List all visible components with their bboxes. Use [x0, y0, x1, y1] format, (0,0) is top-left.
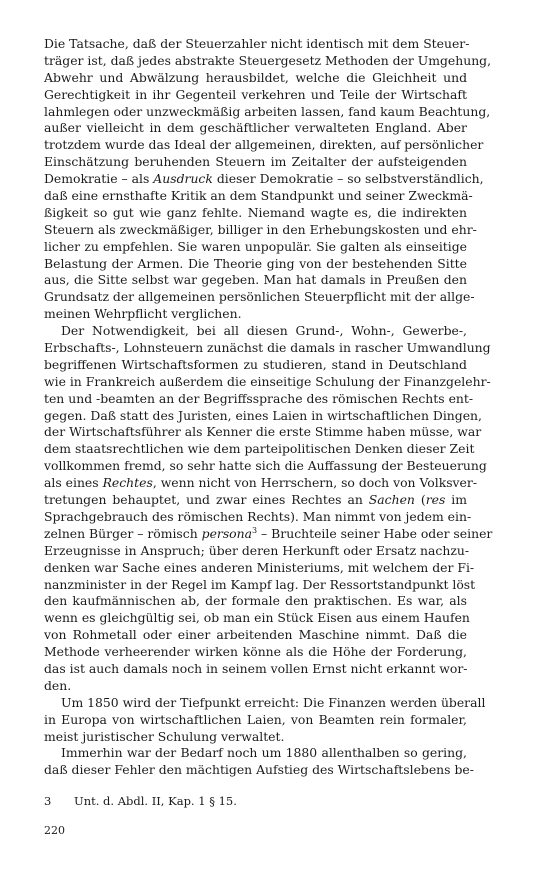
text-line: trotzdem wurde das Ideal der allgemeinen, direkten, auf persönlicher	[44, 137, 484, 153]
footnote-mark[interactable]: 3	[252, 525, 258, 535]
text-line: denken war Sache eines anderen Ministeriums, mit welchem der Fi-	[44, 559, 475, 575]
text-line: licher zu empfehlen. Sie waren unpopulär. Sie galten als einseitige	[44, 238, 467, 254]
text-segment: als eines	[44, 475, 103, 491]
italic-term: Rechtes	[102, 475, 153, 491]
text-line: das ist auch damals noch in seinem vollen Ernst nicht erkannt wor-	[44, 660, 468, 676]
text-segment: – Bruchteile seiner Habe oder seiner	[257, 525, 493, 541]
text-segment: zelnen Bürger – römisch	[44, 525, 202, 541]
text-line: Einschätzung beruhenden Steuern im Zeitalter der aufsteigenden	[44, 154, 467, 170]
text-line: außer vielleicht in dem geschäftlicher verwalteten England. Aber	[44, 120, 467, 136]
text-line: Abwehr und Abwälzung herausbildet, welche die Gleichheit und	[44, 69, 467, 85]
document-body	[44, 36, 493, 779]
text-line: wie in Frankreich außerdem die einseitige Schulung der Finanzgelehr-	[44, 373, 491, 389]
footnote	[44, 794, 467, 808]
text-segment: (	[414, 492, 426, 508]
text-line: Belastung der Armen. Die Theorie ging von der bestehenden Sitte	[44, 255, 467, 271]
text-line: dem staatsrechtlichen wie dem parteipolitischen Denken dieser Zeit	[44, 441, 475, 457]
italic-term: Sachen	[368, 492, 415, 508]
text-line	[44, 525, 493, 543]
text-line	[44, 171, 484, 188]
text-line: in Europa von wirtschaftlichen Laien, von Beamten rein formaler,	[44, 711, 467, 727]
text-line: vollkommen fremd, so sehr hatte sich die Auffassung der Besteuerung	[44, 458, 487, 474]
text-line: gegen. Daß statt des Juristen, eines Laien in wirtschaftlichen Dingen,	[44, 407, 482, 423]
text-segment: im	[445, 492, 467, 508]
text-line: wenn es gleichgültig sei, ob man ein Stück Eisen aus einem Haufen	[44, 610, 470, 626]
italic-term: persona	[201, 525, 253, 541]
text-line	[44, 475, 478, 492]
text-line: nanzminister in der Regel im Kampf lag. Der Ressortstandpunkt löst	[44, 576, 476, 592]
text-line: Steuern als zweckmäßiger, billiger in den Erhebungskosten und ehr-	[44, 221, 477, 237]
text-line: Sprachgebrauch des römischen Rechts). Man nimmt von jedem ein-	[44, 508, 472, 524]
text-line: ßigkeit so gut wie ganz fehlte. Niemand wagte es, die indirekten	[44, 204, 467, 220]
text-line: Die Tatsache, daß der Steuerzahler nicht identisch mit dem Steuer-	[44, 36, 470, 51]
italic-term: Ausdruck	[153, 171, 213, 187]
text-line: meinen Wehrpflicht verglichen.	[44, 306, 242, 322]
page-number: 220	[44, 824, 65, 837]
text-line: begriffenen Wirtschaftsformen zu studieren, stand in Deutschland	[44, 356, 467, 372]
text-line: Gerechtigkeit in ihr Gegenteil verkehren und Teile der Wirtschaft	[44, 86, 467, 102]
text-line: Der Notwendigkeit, bei all diesen Grund-, Wohn-, Gewerbe-,	[61, 323, 467, 339]
text-line: den kaufmännischen ab, der formale den praktischen. Es war, als	[44, 593, 467, 609]
text-line: von Rohmetall oder einer arbeitenden Maschine nimmt. Daß die	[44, 627, 467, 643]
text-line: Erbschafts-, Lohnsteuern zunächst die damals in rascher Umwandlung	[44, 340, 491, 356]
text-line: der Wirtschaftsführer als Kenner die erste Stimme haben müsse, war	[44, 424, 482, 440]
text-line: meist juristischer Schulung verwaltet.	[44, 728, 285, 744]
text-line: den.	[44, 677, 72, 693]
text-line: lahmlegen oder unzweckmäßig arbeiten lassen, fand kaum Beachtung,	[44, 103, 491, 119]
footnote-number: 3	[44, 794, 52, 808]
text-line: ten und -beamten an der Begriffssprache des römischen Rechts ent-	[44, 390, 474, 406]
text-line: träger ist, daß jedes abstrakte Steuergesetz Methoden der Umgehung,	[44, 52, 492, 68]
text-line: aus, die Sitte selbst war gegeben. Man hat damals in Preußen den	[44, 272, 467, 288]
text-line: Um 1850 wird der Tiefpunkt erreicht: Die Finanzen werden überall	[61, 694, 486, 710]
text-line: Erzeugnisse in Anspruch; über deren Herkunft oder Ersatz nachzu-	[44, 542, 470, 558]
text-line: Grundsatz der allgemeinen persönlichen Steuerpflicht mit der allge-	[44, 289, 475, 305]
text-line: Immerhin war der Bedarf noch um 1880 allenthalben so gering,	[61, 745, 467, 761]
text-line: Methode verheerender wirken könne als die Höhe der Forderung,	[44, 644, 467, 660]
text-segment: , wenn nicht von Herrschern, so doch von Volksver-	[152, 475, 478, 491]
italic-term: res	[425, 492, 446, 508]
text-line	[44, 492, 467, 509]
text-line: daß dieser Fehler den mächtigen Aufstieg des Wirtschaftslebens be-	[44, 762, 474, 778]
text-line: daß eine ernsthafte Kritik an dem Standpunkt und seiner Zweckmä-	[44, 188, 473, 204]
text-segment: Demokratie – als	[44, 171, 154, 187]
text-segment: tretungen behauptet, und zwar eines Rechtes an	[44, 492, 369, 508]
text-segment: dieser Demokratie – so selbstverständlich,	[212, 171, 484, 187]
footnote-text: Unt. d. Abdl. II, Kap. 1 § 15.	[74, 794, 237, 808]
